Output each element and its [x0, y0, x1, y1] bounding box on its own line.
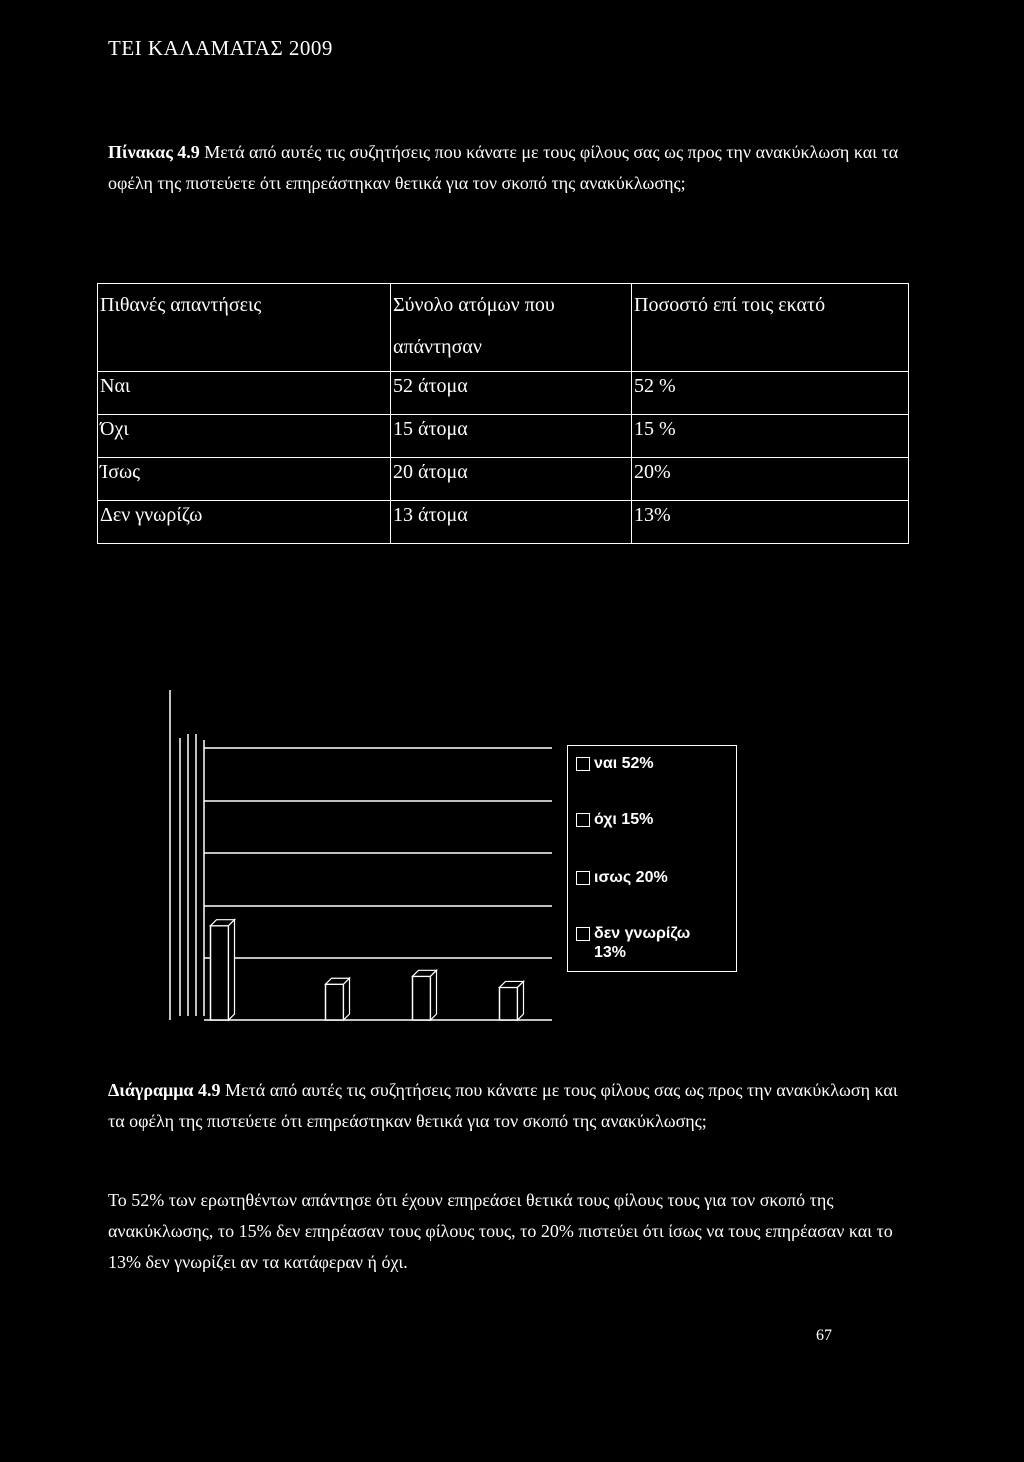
legend-label: ναι 52% [594, 755, 654, 772]
legend-item [576, 924, 726, 962]
table-row [98, 372, 909, 415]
bar-δεν γνωρίζω [500, 987, 518, 1020]
legend-label: ισως 20% [594, 869, 668, 886]
summary-paragraph: Το 52% των ερωτηθέντων απάντησε ότι έχουν επηρεάσει θετικά τους φίλους τους για τον σκοπό της ανακύκλωσης, το 15% δεν επηρέασαν τους φίλους τους, το 20% πιστεύει ότι ίσως να τους επηρέασαν και το 13% δεν γνωρίζει αν τα κατάφεραν ή όχι. [108, 1190, 893, 1272]
table-row [98, 458, 909, 501]
bar-chart [160, 690, 560, 1030]
table-cell: 20 άτομα [391, 458, 632, 501]
bar-όχι [326, 984, 344, 1020]
table-cell: 15 άτομα [391, 415, 632, 458]
figure-caption-text: Μετά από αυτές τις συζητήσεις που κάνατε με τους φίλους σας ως προς την ανακύκλωση και τα οφέλη της πιστεύετε ότι επηρεάστηκαν θετικά για τον σκοπό της ανακύκλωσης; [108, 1080, 898, 1131]
table-cell: Ίσως [98, 458, 391, 501]
table-row [98, 501, 909, 544]
bar-ισως [413, 976, 431, 1020]
bar-side [431, 970, 437, 1020]
legend-item [576, 868, 668, 887]
table-caption-label: Πίνακας 4.9 [108, 142, 200, 162]
table-cell: 13 άτομα [391, 501, 632, 544]
figure-caption-label: Διάγραμμα 4.9 [108, 1080, 221, 1100]
page-number: 67 [816, 1327, 832, 1344]
table-cell: Όχι [98, 415, 391, 458]
table-cell: 15 % [632, 415, 909, 458]
header-cell-answers: Πιθανές απαντήσεις [98, 284, 391, 372]
table-caption [108, 137, 908, 199]
page-header: ΤΕΙ ΚΑΛΑΜΑΤΑΣ 2009 [108, 36, 333, 60]
table-header-row [98, 284, 909, 372]
table-cell: Δεν γνωρίζω [98, 501, 391, 544]
legend-swatch [576, 871, 590, 885]
table-cell: 52 άτομα [391, 372, 632, 415]
table-cell: Ναι [98, 372, 391, 415]
bar-ναι [211, 926, 229, 1020]
bar-side [518, 981, 524, 1020]
table-caption-text: Μετά από αυτές τις συζητήσεις που κάνατε με τους φίλους σας ως προς την ανακύκλωση και τα οφέλη της πιστεύετε ότι επηρεάστηκαν θετικά για τον σκοπό της ανακύκλωσης; [108, 142, 899, 193]
table-cell: 13% [632, 501, 909, 544]
table-row [98, 415, 909, 458]
legend-label: δεν γνωρίζω 13% [594, 925, 691, 961]
legend-swatch [576, 757, 590, 771]
legend-swatch [576, 813, 590, 827]
responses-table [97, 283, 909, 544]
legend-item [576, 754, 654, 773]
legend-label: όχι 15% [594, 811, 654, 828]
table-cell: 20% [632, 458, 909, 501]
chart-legend [567, 745, 737, 972]
bar-side [344, 978, 350, 1020]
legend-item [576, 810, 653, 829]
header-cell-total: Σύνολο ατόμων που απάντησαν [391, 284, 632, 372]
table-cell: 52 % [632, 372, 909, 415]
figure-caption [108, 1075, 908, 1137]
header-cell-percent: Ποσοστό επί τοις εκατό [632, 284, 909, 372]
bar-side [229, 920, 235, 1020]
legend-swatch [576, 927, 590, 941]
